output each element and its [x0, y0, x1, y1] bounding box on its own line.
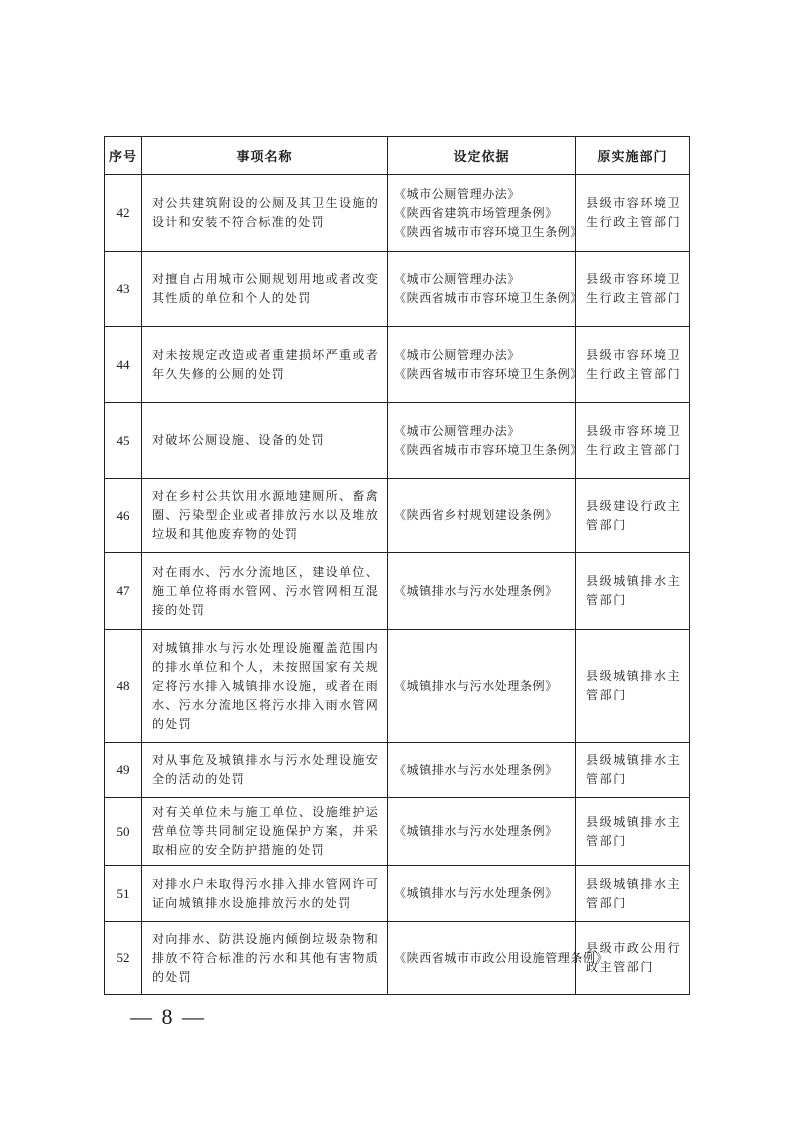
- header-basis: 设定依据: [388, 137, 576, 175]
- implementing-department: 县级市容环境卫生行政主管部门: [576, 252, 690, 327]
- implementing-department: 县级市政公用行政主管部门: [576, 922, 690, 995]
- header-name: 事项名称: [142, 137, 388, 175]
- legal-basis-line: 《陕西省城市市容环境卫生条例》: [394, 291, 584, 305]
- header-dept: 原实施部门: [576, 137, 690, 175]
- implementing-department: 县级城镇排水主管部门: [576, 798, 690, 866]
- table-row: [105, 798, 690, 866]
- row-number: 51: [105, 866, 142, 922]
- row-number: 43: [105, 252, 142, 327]
- item-name: 对擅自占用城市公厕规划用地或者改变其性质的单位和个人的处罚: [142, 252, 388, 327]
- legal-basis-line: 《城镇排水与污水处理条例》: [394, 824, 558, 838]
- item-name: 对从事危及城镇排水与污水处理设施安全的活动的处罚: [142, 743, 388, 798]
- legal-basis: [388, 327, 584, 403]
- legal-basis: [388, 798, 576, 866]
- implementing-department: 县级城镇排水主管部门: [576, 743, 690, 798]
- legal-basis: [388, 252, 584, 327]
- item-name: 对城镇排水与污水处理设施覆盖范围内的排水单位和个人，未按照国家有关规定将污水排入城镇排水设施，或者在雨水、污水分流地区将污水排入雨水管网的处罚: [142, 630, 388, 743]
- row-number: 52: [105, 922, 142, 995]
- legal-basis: [388, 630, 576, 743]
- row-number: 42: [105, 175, 142, 252]
- table-row: [105, 175, 690, 252]
- header-no: 序号: [105, 137, 142, 175]
- table-row: [105, 630, 690, 743]
- row-number: 49: [105, 743, 142, 798]
- legal-basis-line: 《城镇排水与污水处理条例》: [394, 886, 558, 900]
- item-name: 对未按规定改造或者重建损坏严重或者年久失修的公厕的处罚: [142, 327, 388, 403]
- table-header: [105, 137, 690, 175]
- implementing-department: 县级建设行政主管部门: [576, 479, 690, 553]
- legal-basis-line: 《陕西省城市市容环境卫生条例》: [394, 442, 584, 457]
- table-row: [105, 252, 690, 327]
- table-row: [105, 479, 690, 553]
- table-row: [105, 922, 690, 995]
- legal-basis-line: 《陕西省建筑市场管理条例》: [394, 205, 558, 220]
- row-number: 50: [105, 798, 142, 866]
- table-row: [105, 743, 690, 798]
- legal-basis: [388, 922, 609, 995]
- legal-basis-line: 《城市公厕管理办法》: [394, 186, 521, 201]
- implementing-department: 县级城镇排水主管部门: [576, 866, 690, 922]
- legal-basis-line: 《城镇排水与污水处理条例》: [394, 583, 558, 598]
- legal-basis-line: 《陕西省城市市容环境卫生条例》: [394, 224, 584, 239]
- legal-basis: [388, 866, 576, 922]
- legal-basis-line: 《陕西省乡村规划建设条例》: [394, 508, 558, 522]
- legal-basis: [388, 553, 576, 630]
- table-row: [105, 327, 690, 403]
- item-name: 对破坏公厕设施、设备的处罚: [142, 403, 388, 479]
- row-number: 44: [105, 327, 142, 403]
- legal-basis-line: 《城市公厕管理办法》: [394, 423, 521, 438]
- item-name: 对有关单位未与施工单位、设施维护运营单位等共同制定设施保护方案，并采取相应的安全防护措施的处罚: [142, 798, 388, 866]
- legal-basis: [388, 743, 576, 798]
- page-number: — 8 —: [130, 1004, 206, 1029]
- table-row: [105, 553, 690, 630]
- implementing-department: 县级市容环境卫生行政主管部门: [576, 403, 690, 479]
- row-number: 48: [105, 630, 142, 743]
- table-row: [105, 866, 690, 922]
- legal-basis-line: 《城市公厕管理办法》: [394, 347, 521, 362]
- implementing-department: 县级城镇排水主管部门: [576, 553, 690, 630]
- regulation-table: [104, 136, 690, 995]
- item-name: 对在乡村公共饮用水源地建厕所、畜禽圈、污染型企业或者排放污水以及堆放垃圾和其他废弃物的处罚: [142, 479, 388, 553]
- implementing-department: 县级市容环境卫生行政主管部门: [576, 175, 690, 252]
- legal-basis-line: 《城市公厕管理办法》: [394, 272, 521, 286]
- item-name: 对向排水、防洪设施内倾倒垃圾杂物和排放不符合标准的污水和其他有害物质的处罚: [142, 922, 388, 995]
- legal-basis-line: 《城镇排水与污水处理条例》: [394, 762, 558, 777]
- legal-basis: [388, 479, 576, 553]
- legal-basis: [388, 175, 584, 252]
- item-name: 对在雨水、污水分流地区，建设单位、施工单位将雨水管网、污水管网相互混接的处罚: [142, 553, 388, 630]
- item-name: 对排水户未取得污水排入排水管网许可证向城镇排水设施排放污水的处罚: [142, 866, 388, 922]
- table-body: [105, 175, 690, 995]
- header-row: [105, 137, 690, 175]
- row-number: 45: [105, 403, 142, 479]
- row-number: 47: [105, 553, 142, 630]
- implementing-department: 县级市容环境卫生行政主管部门: [576, 327, 690, 403]
- legal-basis-line: 《陕西省城市市政公用设施管理条例》: [394, 950, 609, 965]
- table-row: [105, 403, 690, 479]
- implementing-department: 县级城镇排水主管部门: [576, 630, 690, 743]
- legal-basis-line: 《陕西省城市市容环境卫生条例》: [394, 366, 584, 381]
- row-number: 46: [105, 479, 142, 553]
- legal-basis: [388, 403, 584, 479]
- legal-basis-line: 《城镇排水与污水处理条例》: [394, 678, 558, 693]
- item-name: 对公共建筑附设的公厕及其卫生设施的设计和安装不符合标准的处罚: [142, 175, 388, 252]
